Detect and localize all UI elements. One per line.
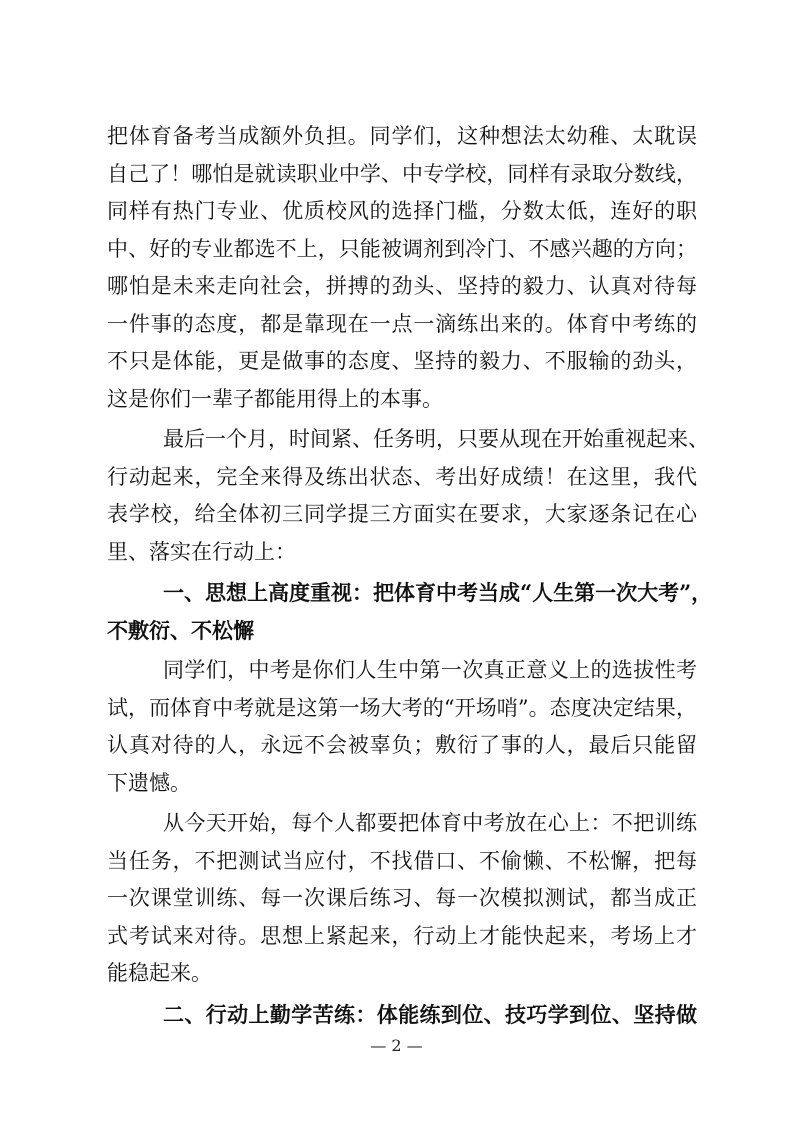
text-line: 自己了！哪怕是就读职业中学、中专学校，同样有录取分数线， bbox=[107, 161, 697, 186]
text-line: 行动起来，完全来得及练出状态、考出好成绩！在这里，我代 bbox=[107, 464, 697, 489]
text-line: 哪怕是未来走向社会，拼搏的劲头、坚持的毅力、认真对待每 bbox=[107, 274, 697, 298]
text-line: 下遗憾。 bbox=[107, 770, 191, 795]
text-line: 式考试来对待。思想上紧起来，行动上才能快起来，考场上才 bbox=[107, 923, 697, 948]
text-line: 一次课堂训练、每一次课后练习、每一次模拟测试，都当成正 bbox=[107, 886, 697, 910]
paragraph bbox=[107, 421, 709, 571]
paragraph bbox=[107, 652, 697, 802]
text-line: 一、思想上高度重视：把体育中考当成“人生第一次大考”， bbox=[163, 580, 713, 605]
text-line: 最后一个月，时间紧、任务明，只要从现在开始重视起来、 bbox=[163, 427, 709, 451]
section-heading bbox=[107, 574, 713, 649]
paragraph bbox=[107, 805, 697, 993]
text-line: 把体育备考当成额外负担。同学们，这种想法太幼稚、太耽误 bbox=[107, 124, 697, 148]
text-line: 试，而体育中考就是这第一场大考的“开场哨”。态度决定结果， bbox=[107, 695, 697, 720]
text-line: 能稳起来。 bbox=[107, 961, 212, 985]
paragraph bbox=[107, 118, 697, 418]
text-line: 一件事的态度，都是靠现在一点一滴练出来的。体育中考练的 bbox=[107, 311, 697, 336]
text-line: 同样有热门专业、优质校风的选择门槛，分数太低，连好的职 bbox=[107, 199, 697, 223]
section-heading bbox=[107, 996, 697, 1034]
text-line: 当任务，不把测试当应付，不找借口、不偷懒、不松懈，把每 bbox=[107, 848, 697, 873]
text-line: 表学校，给全体初三同学提三方面实在要求，大家逐条记在心 bbox=[107, 502, 697, 526]
text-line: 从今天开始，每个人都要把体育中考放在心上：不把训练 bbox=[163, 811, 697, 835]
document-body bbox=[107, 118, 713, 1036]
text-line: 这是你们一辈子都能用得上的本事。 bbox=[107, 386, 443, 411]
text-line: 同学们，中考是你们人生中第一次真正意义上的选拔性考 bbox=[163, 658, 697, 682]
text-line: 二、行动上勤学苦练：体能练到位、技巧学到位、坚持做 bbox=[163, 1001, 697, 1027]
text-line: 不只是体能，更是做事的态度、坚持的毅力、不服输的劲头， bbox=[107, 349, 697, 373]
text-line: 里、落实在行动上： bbox=[107, 539, 296, 564]
page-number: — 2 — bbox=[370, 1036, 423, 1055]
text-line: 中、好的专业都选不上，只能被调剂到冷门、不感兴趣的方向； bbox=[107, 236, 697, 261]
text-line: 不敷衍、不松懈 bbox=[107, 617, 254, 643]
text-line: 认真对待的人，永远不会被辜负；敷衍了事的人，最后只能留 bbox=[107, 733, 697, 757]
